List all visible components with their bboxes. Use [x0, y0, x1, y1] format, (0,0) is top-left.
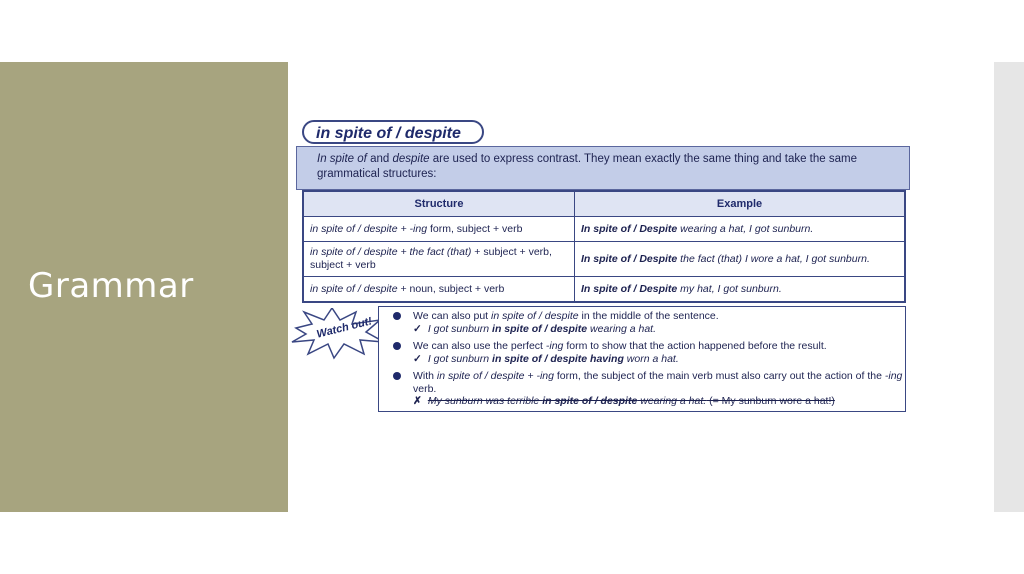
- bullet-icon: [393, 342, 401, 350]
- note-italic: in spite of / despite: [491, 310, 579, 322]
- bullet-icon: [393, 312, 401, 320]
- example-text: my hat, I got sunburn.: [677, 282, 782, 295]
- example-line: [413, 353, 905, 366]
- structure-text: + subject + verb, subject + verb: [310, 246, 552, 271]
- intro-term1: In spite of: [317, 153, 367, 165]
- note-item: [393, 340, 905, 365]
- side-strip: [994, 62, 1024, 512]
- note-text: With: [413, 370, 437, 382]
- note-item: [393, 370, 905, 408]
- intro-box: [296, 146, 910, 190]
- note-italic: -ing: [884, 370, 903, 382]
- table-row: [303, 242, 905, 277]
- note-italic: -ing: [545, 340, 564, 352]
- check-icon: ✓: [413, 352, 422, 365]
- example-text: I got sunburn: [427, 352, 493, 365]
- structure-cell: [303, 277, 575, 303]
- check-icon: ✓: [413, 322, 422, 335]
- example-text: worn a hat.: [623, 352, 679, 365]
- example-text: My sunburn was terrible: [427, 395, 543, 407]
- topic-heading: in spite of / despite: [302, 120, 484, 144]
- table-header-row: [303, 191, 905, 217]
- example-cell: [575, 242, 906, 277]
- watch-out-label: Watch out!: [315, 315, 374, 341]
- example-bold: In spite of / Despite: [581, 222, 678, 235]
- note-italic: in spite of / despite + -ing: [436, 370, 554, 382]
- table-row: [303, 217, 905, 242]
- structure-italic: in spite of / despite + the fact (that): [310, 246, 472, 258]
- example-text: wearing a hat.: [637, 395, 707, 407]
- example-text: wearing a hat.: [587, 322, 657, 335]
- structure-table: [302, 190, 906, 303]
- note-text: We can also put: [413, 310, 492, 322]
- structure-italic: in spite of / despite + -ing: [310, 222, 428, 235]
- note-text: We can also use the perfect: [413, 340, 546, 352]
- structure-italic: in spite of / despite: [310, 282, 398, 295]
- structure-cell: [303, 217, 575, 242]
- example-text: wearing a hat, I got sunburn.: [677, 222, 814, 235]
- col-header-example: Example: [575, 191, 906, 217]
- example-bold: In spite of / Despite: [581, 252, 678, 265]
- note-text: verb.: [413, 382, 437, 395]
- example-bold: in spite of / despite: [542, 395, 638, 407]
- note-text: form, the subject of the main verb must also carry out the action of the: [553, 370, 885, 382]
- structure-text: form, subject + verb: [427, 222, 523, 235]
- grammar-card: [288, 62, 994, 512]
- example-cell: [575, 277, 906, 303]
- note-item: [393, 310, 905, 335]
- watch-out-box: [378, 306, 906, 412]
- structure-text: + noun, subject + verb: [397, 282, 505, 295]
- slide-title: Grammar: [28, 266, 194, 306]
- note-text: form to show that the action happened before the result.: [563, 340, 827, 352]
- example-line: [413, 395, 905, 408]
- note-text: in the middle of the sentence.: [578, 310, 719, 322]
- example-bold: in spite of / despite: [492, 322, 588, 335]
- example-bold: In spite of / Despite: [581, 282, 678, 295]
- structure-cell: [303, 242, 575, 277]
- table-row: [303, 277, 905, 303]
- bullet-icon: [393, 372, 401, 380]
- example-bold: in spite of / despite having: [492, 352, 624, 365]
- intro-term2: despite: [392, 153, 430, 165]
- intro-text2: are used to express contrast. They mean exactly the same thing and take the same grammatical structures:: [317, 153, 857, 180]
- wrong-example: [428, 395, 835, 407]
- example-cell: [575, 217, 906, 242]
- example-line: [413, 323, 905, 336]
- example-text: I got sunburn: [427, 322, 493, 335]
- col-header-structure: Structure: [303, 191, 575, 217]
- intro-text1: and: [366, 153, 393, 165]
- example-gloss: (= My sunburn wore a hat!): [706, 395, 835, 407]
- cross-icon: ✗: [413, 395, 422, 407]
- example-text: the fact (that) I wore a hat, I got sunburn.: [677, 252, 870, 265]
